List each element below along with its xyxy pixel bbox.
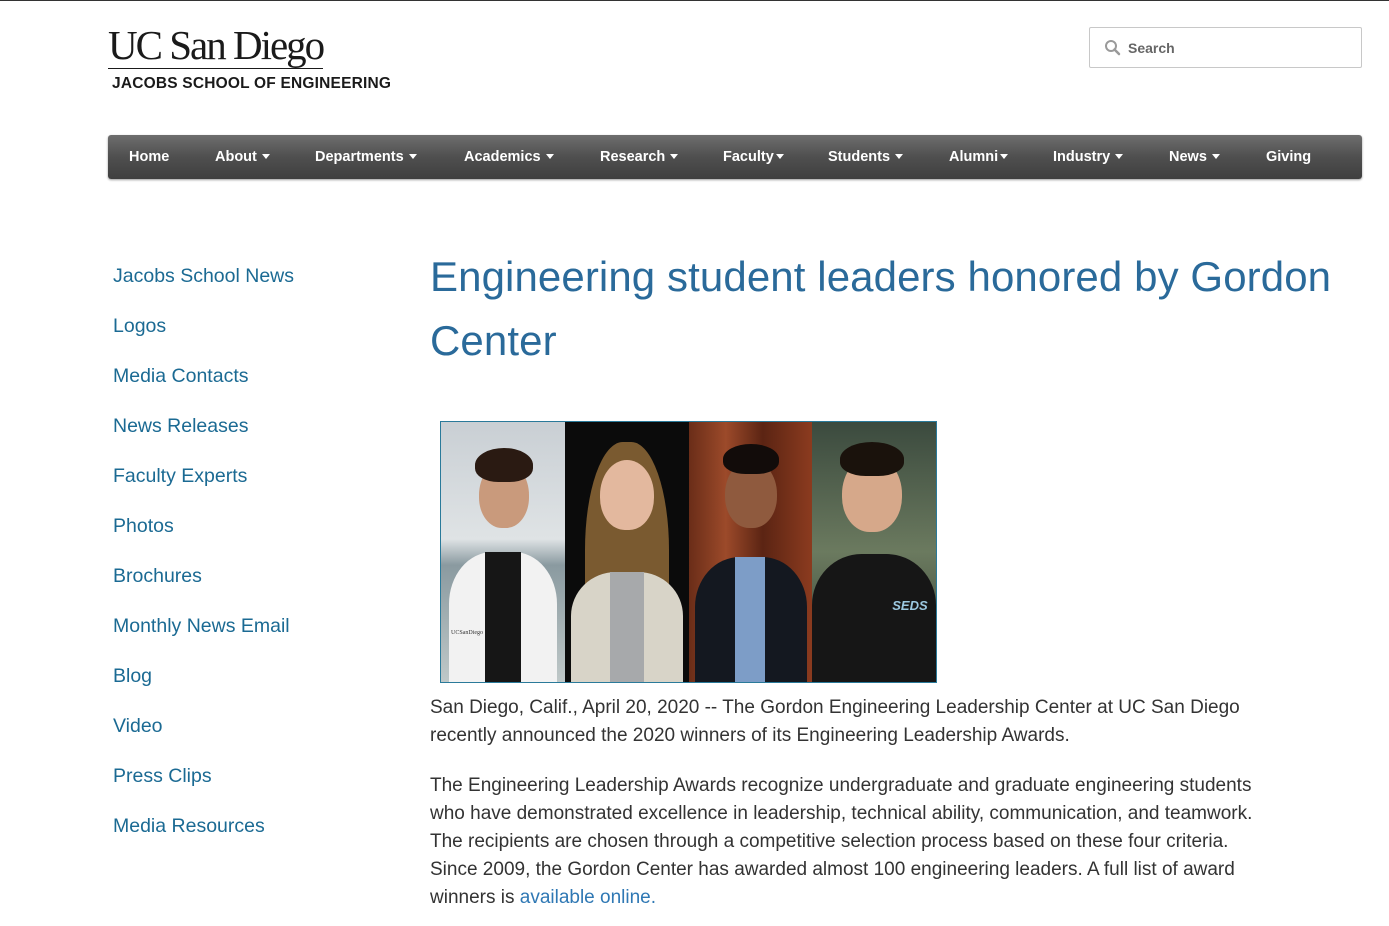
sidebar-item-blog[interactable]: Blog [113,665,153,687]
sidebar-item-brochures[interactable]: Brochures [113,565,202,587]
nav-alumni[interactable] [949,135,1008,179]
nav-alumni-label: Alumni [949,149,999,165]
search-box[interactable] [1089,27,1362,68]
nav-home-label: Home [129,149,170,165]
sidebar-item-media-resources[interactable]: Media Resources [113,815,265,837]
nav-faculty-label: Faculty [723,149,774,165]
caret-down-icon [1212,154,1220,159]
shirt-logo-text: SEDS [892,598,928,613]
nav-industry[interactable] [1053,135,1123,179]
sidebar-item-news-releases[interactable]: News Releases [113,415,249,437]
search-icon [1104,39,1122,57]
portrait-3 [689,422,813,682]
nav-news[interactable] [1169,135,1220,179]
award-winners-link[interactable]: available online. [519,887,657,908]
caret-down-icon [895,154,903,159]
caret-down-icon [670,154,678,159]
nav-departments[interactable] [315,135,417,179]
award-winners-photo [440,421,937,683]
nav-news-label: News [1169,149,1207,165]
caret-down-icon [262,154,270,159]
nav-giving[interactable] [1266,135,1311,179]
sidebar-item-press-clips[interactable]: Press Clips [113,765,212,787]
nav-home[interactable] [129,135,169,179]
logo-subtitle: JACOBS SCHOOL OF ENGINEERING [112,75,392,92]
article [430,245,1350,373]
article-paragraph-2 [430,772,1260,912]
caret-down-icon [546,154,554,159]
jacobs-school-logo[interactable] [108,23,398,93]
nav-academics-label: Academics [464,149,541,165]
caret-down-icon [1000,154,1008,159]
nav-academics[interactable] [464,135,554,179]
article-paragraph-1: San Diego, Calif., April 20, 2020 -- The Gordon Engineering Leadership Center at UC San Diego recently announced the 2020 winners of its Engineering Leadership Awards. [430,697,1240,746]
main-nav [108,135,1362,179]
news-sidebar [113,263,393,863]
nav-giving-label: Giving [1266,149,1312,165]
coat-logo-text: UCSanDiego [451,630,483,636]
article-paragraph-2-text: The Engineering Leadership Awards recognize undergraduate and graduate engineering students who have demonstrated excellence in leadership, technical ability, communication, and teamwork. The recipients are chosen through a competitive selection process based on these four criteria. Since 2009, the Gordon Center has awarded almost 100 engineering leaders. A full list of award winners is [430,775,1253,908]
portrait-1 [441,422,565,682]
nav-faculty[interactable] [723,135,784,179]
caret-down-icon [409,154,417,159]
sidebar-item-logos[interactable]: Logos [113,315,167,337]
nav-industry-label: Industry [1053,149,1111,165]
nav-students-label: Students [828,149,891,165]
article-title: Engineering student leaders honored by Gordon Center [430,253,1332,364]
sidebar-item-faculty-experts[interactable]: Faculty Experts [113,465,248,487]
search-input[interactable] [1128,40,1348,56]
nav-departments-label: Departments [315,149,404,165]
portrait-2 [565,422,689,682]
nav-students[interactable] [828,135,903,179]
nav-research[interactable] [600,135,678,179]
sidebar-item-media-contacts[interactable]: Media Contacts [113,365,249,387]
caret-down-icon [776,154,784,159]
nav-about[interactable] [215,135,270,179]
caret-down-icon [1115,154,1123,159]
nav-about-label: About [215,149,257,165]
logo-wordmark: UC San Diego [108,22,324,68]
sidebar-item-photos[interactable]: Photos [113,515,174,537]
sidebar-item-jacobs-school-news[interactable]: Jacobs School News [113,265,295,287]
sidebar-item-video[interactable]: Video [113,715,163,737]
nav-research-label: Research [600,149,666,165]
sidebar-item-monthly-news-email[interactable]: Monthly News Email [113,615,290,637]
portrait-4 [812,422,936,682]
